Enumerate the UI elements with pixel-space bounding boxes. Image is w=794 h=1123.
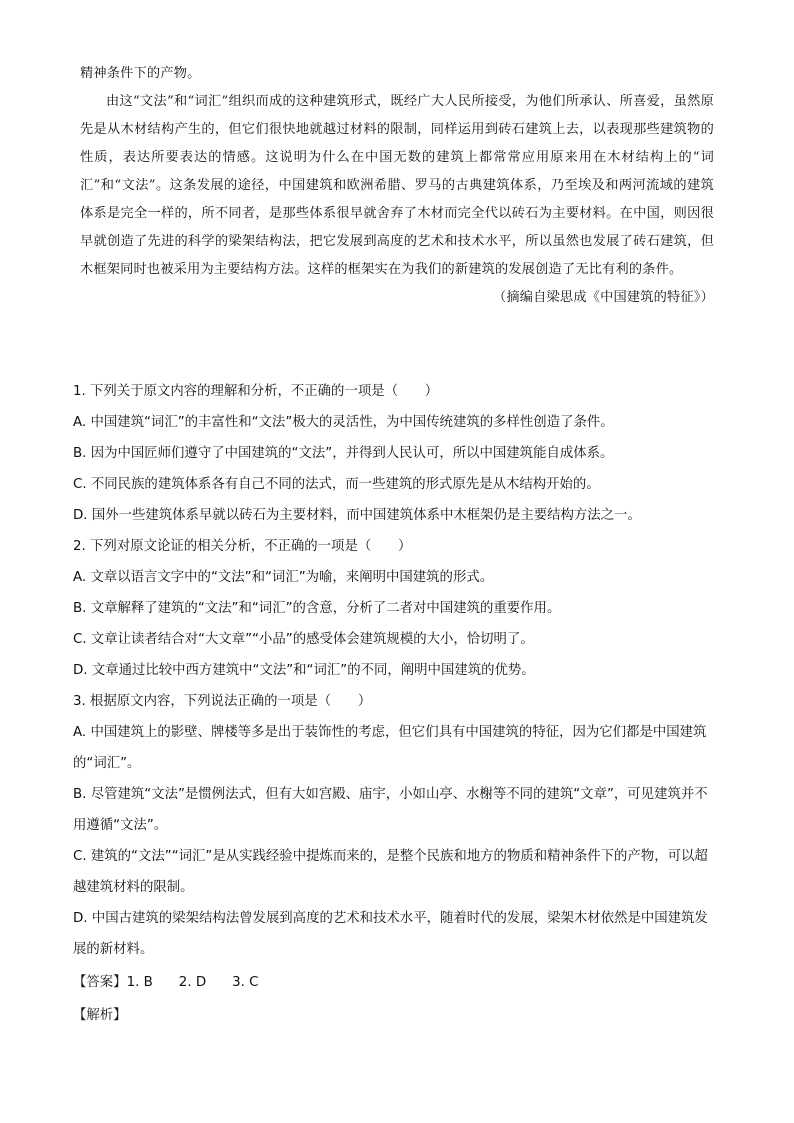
analysis-label: 【解析】 — [73, 1008, 127, 1023]
question-stem: 1. 下列关于原文内容的理解和分析，不正确的一项是（ ） — [73, 384, 439, 399]
answer-item-3: 3. C — [232, 975, 259, 990]
option-c: C. 文章让读者结合对“大文章”“小品”的感受体会建筑规模的大小，恰切明了。 — [73, 632, 534, 647]
answer-item-2: 2. D — [178, 975, 207, 990]
answer-line — [73, 967, 721, 998]
passage-paragraph: 由这“文法”和“词汇”组织而成的这种建筑形式，既经广大人民所接受，为他们所承认、所喜爱，虽然原先是从木材结构产生的，但它们很快地就越过材料的限制，同样运用到砖石建筑上去，以表现那些建筑物的性质，表达所要表达的情感。这说明为什么在中国无数的建筑上都常常应用原来用在木材结构上的“词汇”和“文法”。这条发展的途径，中国建筑和欧洲希腊、罗马的古典建筑体系，乃至埃及和两河流域的建筑体系是完全一样的，所不同者，是那些体系很早就舍弃了木材而完全代以砖石为主要材料。在中国，则因很早就创造了先进的科学的梁架结构法，把它发展到高度的艺术和技术水平，所以虽然也发展了砖石建筑，但木框架同时也被采用为主要结构方法。这样的框架实在为我们的新建筑的发展创造了无比有利的条件。 — [80, 94, 714, 277]
option-d: D. 国外一些建筑体系早就以砖石为主要材料，而中国建筑体系中木框架仍是主要结构方法之一。 — [73, 508, 641, 523]
option-a: A. 中国建筑上的影壁、牌楼等多是出于装饰性的考虑，但它们具有中国建筑的特征，因为它们都是中国建筑的“词汇”。 — [73, 725, 707, 771]
passage-source: （摘编自梁思成《中国建筑的特征》） — [493, 290, 714, 305]
question-3 — [73, 686, 721, 965]
option-b: B. 因为中国匠师们遵守了中国建筑的“文法”，并得到人民认可，所以中国建筑能自成体系。 — [73, 446, 614, 461]
reading-passage — [80, 60, 714, 312]
answer-label: 【答案】 — [73, 975, 127, 990]
question-2 — [73, 531, 721, 686]
option-c: C. 建筑的“文法”“词汇”是从实践经验中提炼而来的，是整个民族和地方的物质和精神条件下的产物，可以超越建筑材料的限制。 — [73, 849, 708, 895]
option-a: A. 中国建筑“词汇”的丰富性和“文法”极大的灵活性，为中国传统建筑的多样性创造了条件。 — [73, 415, 614, 430]
passage-line-first: 精神条件下的产物。 — [80, 66, 201, 81]
option-d: D. 文章通过比较中西方建筑中“文法”和“词汇”的不同，阐明中国建筑的优势。 — [73, 663, 535, 678]
option-c: C. 不同民族的建筑体系各有自己不同的法式，而一些建筑的形式原先是从木结构开始的。 — [73, 477, 600, 492]
answer-item-1: 1. B — [126, 975, 153, 990]
analysis-line — [73, 1000, 721, 1031]
question-list — [73, 376, 721, 1031]
option-b: B. 文章解释了建筑的“文法”和“词汇”的含意，分析了二者对中国建筑的重要作用。 — [73, 601, 561, 616]
option-d: D. 中国古建筑的梁架结构法曾发展到高度的艺术和技术水平，随着时代的发展，梁架木材依然是中国建筑发展的新材料。 — [73, 911, 708, 957]
question-1 — [73, 376, 721, 531]
question-stem: 2. 下列对原文论证的相关分析，不正确的一项是（ ） — [73, 539, 412, 554]
option-a: A. 文章以语言文字中的“文法”和“词汇”为喻，来阐明中国建筑的形式。 — [73, 570, 494, 585]
question-stem: 3. 根据原文内容，下列说法正确的一项是（ ） — [73, 694, 372, 709]
option-b: B. 尽管建筑“文法”是惯例法式，但有大如宫殿、庙宇，小如山亭、水榭等不同的建筑“文章”，可见建筑并不用遵循“文法”。 — [73, 787, 708, 833]
